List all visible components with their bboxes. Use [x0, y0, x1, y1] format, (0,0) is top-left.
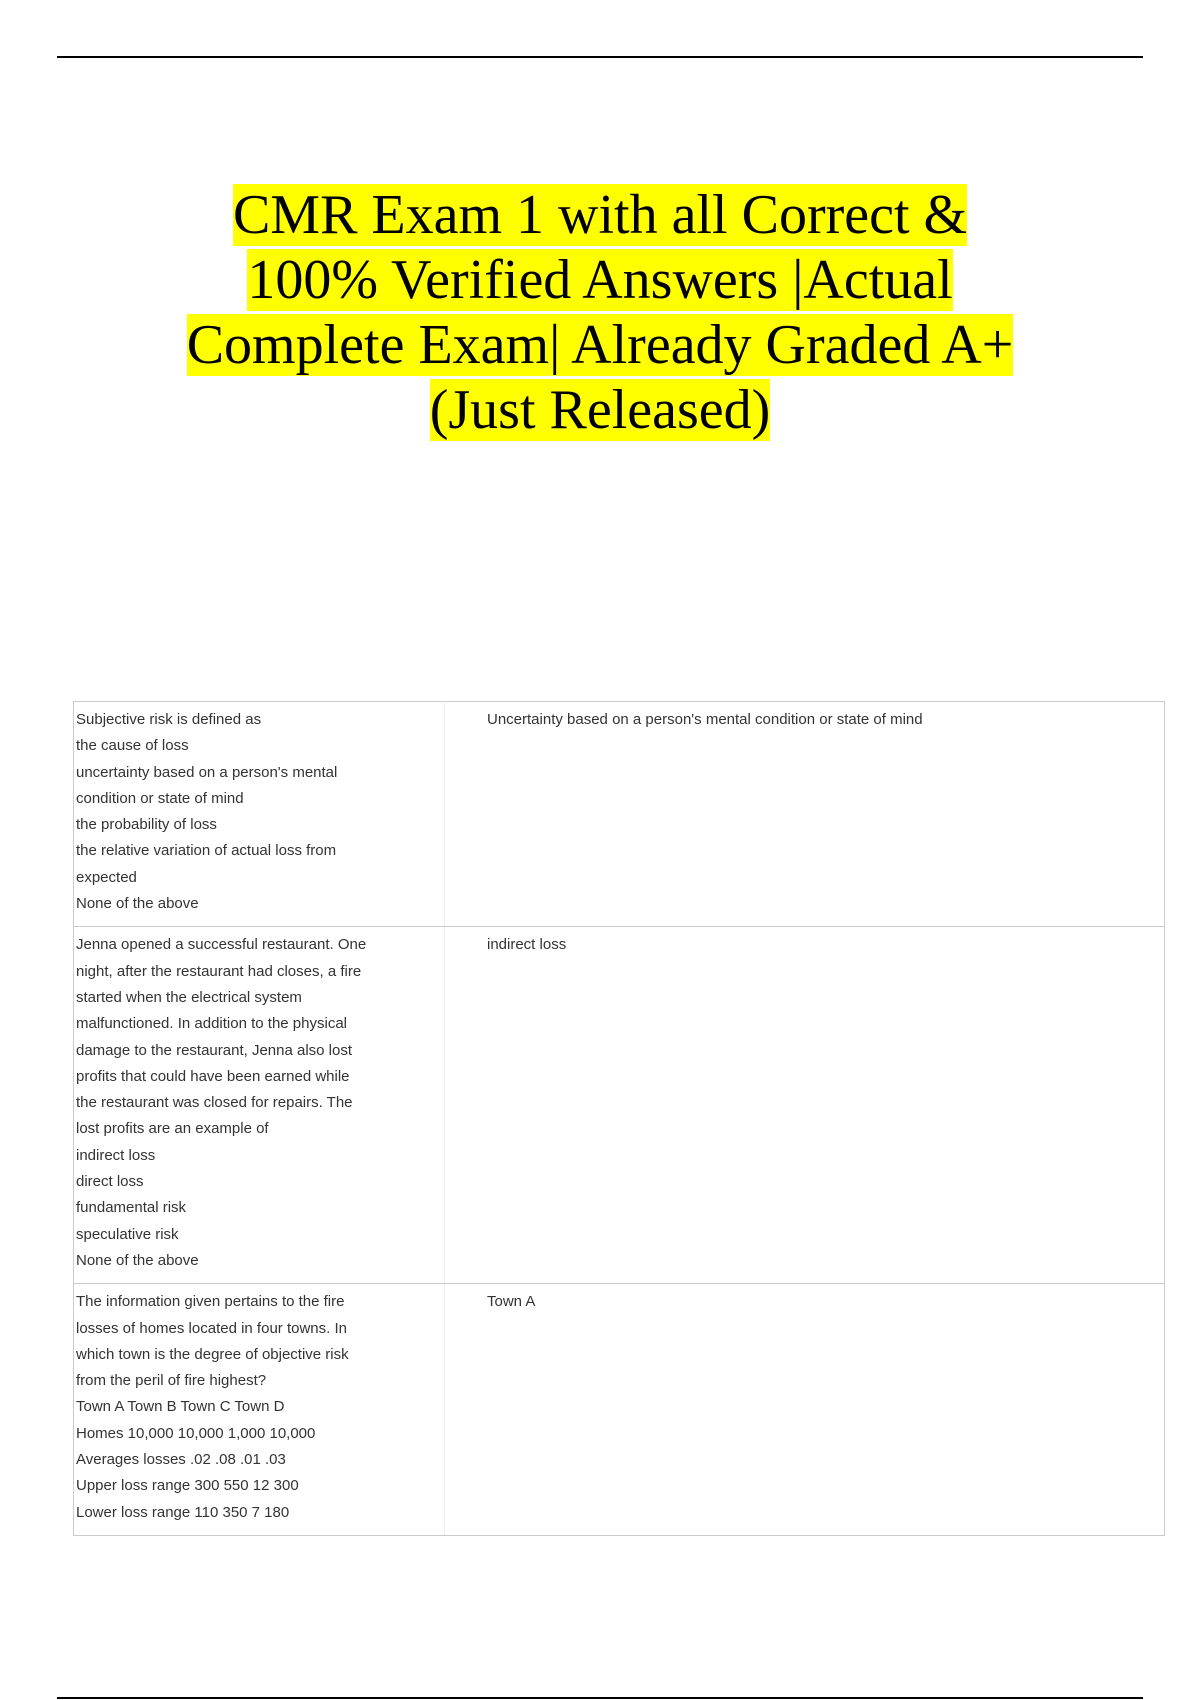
question-line: None of the above: [76, 1251, 199, 1269]
question-line: expected: [76, 868, 137, 886]
question-line: damage to the restaurant, Jenna also lost: [76, 1041, 353, 1059]
qa-row: [74, 1284, 1165, 1536]
question-line: speculative risk: [76, 1225, 179, 1243]
question-line: Town A Town B Town C Town D: [76, 1398, 285, 1416]
question-line: None of the above: [76, 895, 199, 913]
question-line: Averages losses .02 .08 .01 .03: [76, 1451, 286, 1469]
title-line-3: Complete Exam| Already Graded A+: [186, 314, 1014, 376]
question-line: uncertainty based on a person's mental: [76, 763, 338, 781]
question-line: started when the electrical system: [76, 988, 302, 1006]
question-line: the restaurant was closed for repairs. The: [76, 1094, 353, 1112]
question-line: the cause of loss: [76, 737, 189, 755]
question-cell: [74, 702, 445, 927]
answer-text: Town A: [487, 1293, 536, 1311]
question-line: condition or state of mind: [76, 789, 244, 807]
answer-text: indirect loss: [487, 936, 567, 954]
question-line: profits that could have been earned while: [76, 1067, 350, 1085]
question-line: lost profits are an example of: [76, 1120, 269, 1138]
question-line: from the peril of fire highest?: [76, 1372, 267, 1390]
question-line: night, after the restaurant had closes, a fire: [76, 962, 362, 980]
question-line: the probability of loss: [76, 816, 217, 834]
title-line-1: CMR Exam 1 with all Correct &: [232, 184, 968, 246]
answer-text: Uncertainty based on a person's mental condition or state of mind: [487, 711, 923, 728]
footer-rule: [57, 1697, 1143, 1699]
answer-cell: [445, 702, 1165, 927]
question-line: Jenna opened a successful restaurant. One: [76, 936, 367, 954]
question-line: the relative variation of actual loss from: [76, 842, 337, 860]
qa-row: [74, 702, 1165, 927]
question-line: Upper loss range 300 550 12 300: [76, 1477, 299, 1495]
question-line: indirect loss: [76, 1146, 156, 1164]
title-line-4: (Just Released): [429, 379, 771, 441]
title-line-2: 100% Verified Answers |Actual: [247, 249, 953, 311]
header-rule: [57, 56, 1143, 58]
qa-row: [74, 927, 1165, 1284]
question-line: malfunctioned. In addition to the physical: [76, 1015, 348, 1033]
question-line: losses of homes located in four towns. In: [76, 1319, 347, 1337]
question-line: Subjective risk is defined as: [76, 711, 262, 728]
answer-cell: [445, 1284, 1165, 1536]
question-answer-table: [73, 701, 1165, 1536]
question-line: The information given pertains to the fire: [76, 1293, 345, 1311]
question-cell: [74, 1284, 445, 1536]
question-line: Lower loss range 110 350 7 180: [76, 1503, 290, 1521]
question-line: fundamental risk: [76, 1199, 187, 1217]
answer-cell: [445, 927, 1165, 1284]
question-line: which town is the degree of objective risk: [76, 1345, 349, 1363]
document-title: [150, 183, 1050, 443]
question-cell: [74, 927, 445, 1284]
question-line: direct loss: [76, 1173, 144, 1191]
question-line: Homes 10,000 10,000 1,000 10,000: [76, 1424, 316, 1442]
